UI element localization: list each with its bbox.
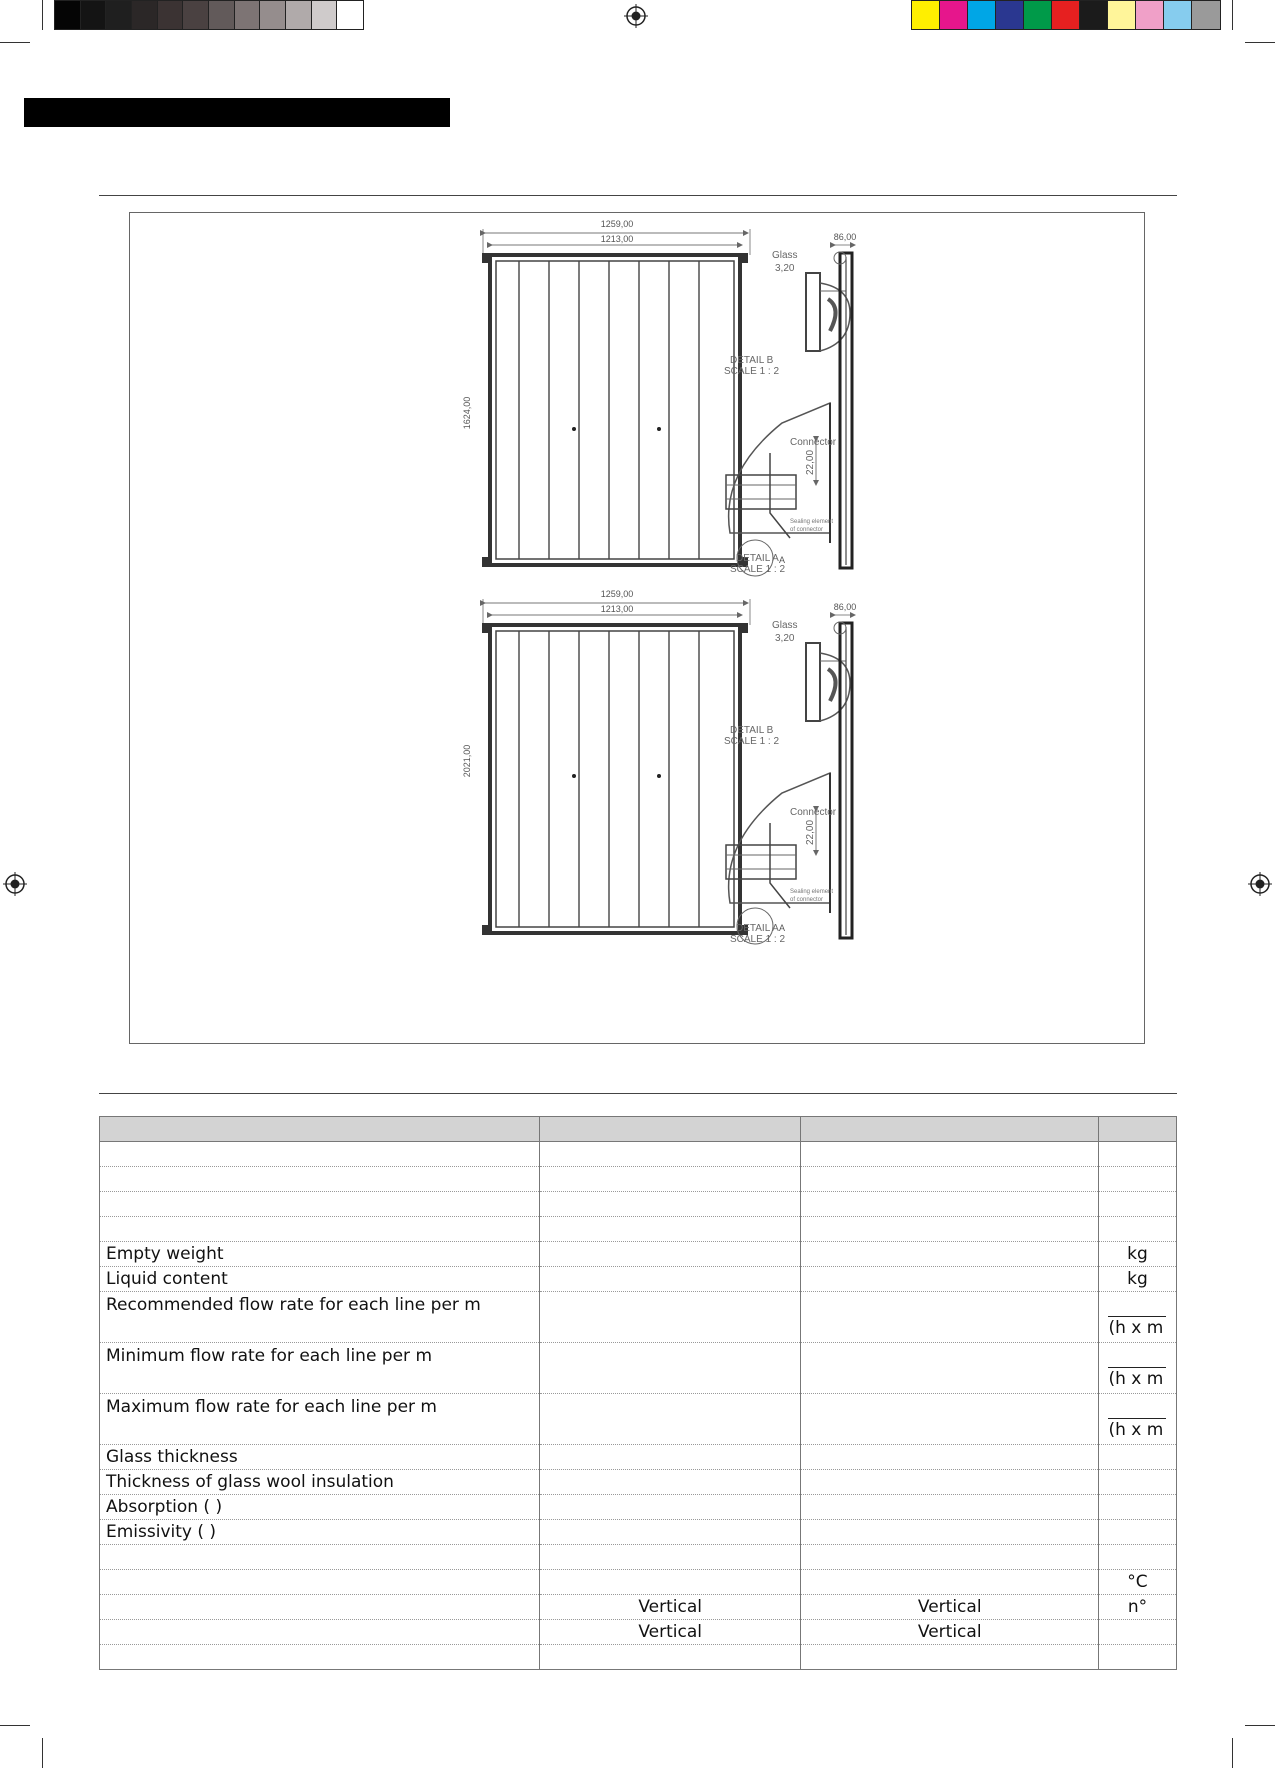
- table-row: [100, 1142, 1177, 1167]
- connector-dimension: 22,00: [805, 819, 816, 845]
- table-row: [100, 1267, 1177, 1292]
- spec-label-text: Recommended flow rate for each line per m: [106, 1295, 481, 1315]
- spec-unit: [1098, 1343, 1176, 1394]
- spec-value-col2: [801, 1394, 1099, 1445]
- color-swatch: [106, 1, 132, 29]
- crop-mark: [0, 1725, 30, 1726]
- spec-unit: [1098, 1292, 1176, 1343]
- spec-label: [100, 1570, 540, 1595]
- spec-value-col2-text: Vertical: [917, 1622, 982, 1642]
- overall-width-label: 1259,00: [600, 219, 634, 229]
- table-row: [100, 1595, 1177, 1620]
- spec-value-col2: [801, 1142, 1099, 1167]
- sealing-label: Sealing element: [790, 519, 834, 525]
- color-swatch: [337, 1, 363, 29]
- table-header-cell: [801, 1117, 1099, 1142]
- spec-unit: [1098, 1545, 1176, 1570]
- spec-label: [100, 1495, 540, 1520]
- spec-value-col1: [539, 1570, 801, 1595]
- spec-value-col2: [801, 1343, 1099, 1394]
- spec-value-col2: [801, 1267, 1099, 1292]
- spec-value-col2: [801, 1570, 1099, 1595]
- spec-label-text: Liquid content: [106, 1269, 228, 1289]
- table-row: [100, 1645, 1177, 1670]
- table-header-cell: [1098, 1117, 1176, 1142]
- spec-unit-text: (h x m: [1108, 1418, 1166, 1440]
- spec-label-text: Minimum flow rate for each line per m: [106, 1346, 433, 1366]
- detail-callout-a: A: [779, 555, 786, 565]
- spec-value-col1: [539, 1470, 801, 1495]
- table-row: [100, 1394, 1177, 1445]
- spec-label: [100, 1620, 540, 1645]
- spec-value-col1-text: Vertical: [638, 1622, 702, 1642]
- spec-value-col2: [801, 1470, 1099, 1495]
- color-swatch: [996, 1, 1024, 29]
- spec-unit-text: °C: [1127, 1572, 1148, 1592]
- table-row: [100, 1445, 1177, 1470]
- spec-value-col1: [539, 1620, 801, 1645]
- color-swatch: [1052, 1, 1080, 29]
- collector-drawing-1: [462, 219, 856, 576]
- sealing-label: Sealing element: [790, 889, 834, 895]
- color-swatch: [286, 1, 312, 29]
- spec-unit: [1098, 1520, 1176, 1545]
- spec-value-col1: [539, 1645, 801, 1670]
- crop-mark: [1245, 42, 1275, 43]
- spec-value-col2: [801, 1292, 1099, 1343]
- inner-width-label: 1213,00: [600, 604, 634, 614]
- technical-specifications-table: [99, 1116, 1177, 1670]
- table-header-cell: [100, 1117, 540, 1142]
- collector-drawings: [130, 213, 1144, 1043]
- connector-label: Connector: [790, 437, 837, 448]
- spec-value-col1: [539, 1167, 801, 1192]
- sealing-label-2: of connector: [790, 897, 824, 903]
- spec-value-col2: [801, 1445, 1099, 1470]
- glass-thickness-label: 3,20: [775, 263, 795, 274]
- table-header-row: [100, 1117, 1177, 1142]
- spec-unit: [1098, 1217, 1176, 1242]
- color-swatch: [1136, 1, 1164, 29]
- registration-mark-icon: [624, 4, 648, 28]
- spec-unit: [1098, 1620, 1176, 1645]
- table-row: [100, 1570, 1177, 1595]
- spec-unit-text: n°: [1127, 1597, 1148, 1617]
- spec-value-col2: [801, 1167, 1099, 1192]
- connector-label: Connector: [790, 807, 837, 818]
- grayscale-color-bar: [54, 0, 364, 30]
- spec-value-col2: [801, 1520, 1099, 1545]
- spec-value-col1: [539, 1595, 801, 1620]
- table-row: [100, 1192, 1177, 1217]
- glass-label: Glass: [772, 620, 798, 631]
- registration-mark-icon: [1248, 872, 1272, 896]
- crop-mark: [1232, 1738, 1233, 1768]
- inner-width-label: 1213,00: [600, 234, 634, 244]
- detail-b-label: DETAIL B: [730, 725, 774, 736]
- spec-value-col1: [539, 1242, 801, 1267]
- table-row: [100, 1620, 1177, 1645]
- spec-label: [100, 1292, 540, 1343]
- color-swatch: [312, 1, 338, 29]
- spec-label: [100, 1595, 540, 1620]
- color-swatch: [183, 1, 209, 29]
- spec-value-col1-text: Vertical: [638, 1597, 702, 1617]
- spec-unit: [1098, 1595, 1176, 1620]
- detail-a-label: DETAIL A: [736, 553, 779, 564]
- color-swatch: [968, 1, 996, 29]
- crop-mark: [42, 0, 43, 30]
- spec-value-col2: [801, 1645, 1099, 1670]
- sealing-label-2: of connector: [790, 527, 824, 533]
- table-row: [100, 1167, 1177, 1192]
- spec-unit: [1098, 1167, 1176, 1192]
- detail-b-scale: SCALE 1 : 2: [724, 366, 780, 377]
- color-swatch: [1164, 1, 1192, 29]
- spec-value-col2: [801, 1545, 1099, 1570]
- color-swatch: [1192, 1, 1220, 29]
- table-row: [100, 1470, 1177, 1495]
- spec-value-col1: [539, 1495, 801, 1520]
- spec-value-col1: [539, 1394, 801, 1445]
- spec-unit: [1098, 1445, 1176, 1470]
- spec-label: [100, 1520, 540, 1545]
- spec-label: [100, 1217, 540, 1242]
- table-row: [100, 1343, 1177, 1394]
- crop-mark: [0, 42, 30, 43]
- overall-width-label: 1259,00: [600, 589, 634, 599]
- spec-value-col2: [801, 1495, 1099, 1520]
- section-divider: [99, 195, 1177, 196]
- crop-mark: [1245, 1725, 1275, 1726]
- color-swatch: [209, 1, 235, 29]
- crop-mark: [42, 1738, 43, 1768]
- spec-label-text: Emissivity ( ): [106, 1522, 217, 1542]
- spec-unit: [1098, 1470, 1176, 1495]
- title-bar-redacted: [24, 98, 450, 127]
- depth-label: 86,00: [833, 232, 857, 242]
- spec-label: [100, 1445, 540, 1470]
- spec-unit-text: kg: [1127, 1269, 1148, 1289]
- spec-unit: [1098, 1394, 1176, 1445]
- collector-drawing-2: [462, 589, 856, 945]
- color-swatch: [158, 1, 184, 29]
- spec-value-col1: [539, 1267, 801, 1292]
- detail-a-label: DETAIL A: [736, 923, 779, 934]
- spec-value-col1: [539, 1343, 801, 1394]
- registration-mark-icon: [3, 872, 27, 896]
- detail-b-scale: SCALE 1 : 2: [724, 736, 780, 747]
- spec-unit: [1098, 1142, 1176, 1167]
- spec-value-col1: [539, 1520, 801, 1545]
- height-label: 1624,00: [462, 396, 472, 430]
- color-swatch: [235, 1, 261, 29]
- spec-value-col2: [801, 1595, 1099, 1620]
- spec-unit: [1098, 1570, 1176, 1595]
- connector-dimension: 22,00: [805, 449, 816, 475]
- color-swatch: [940, 1, 968, 29]
- spec-value-col1: [539, 1217, 801, 1242]
- spec-value-col2: [801, 1620, 1099, 1645]
- spec-label: [100, 1645, 540, 1670]
- spec-label: [100, 1394, 540, 1445]
- spec-value-col1: [539, 1545, 801, 1570]
- technical-drawing-frame: [129, 212, 1145, 1044]
- spec-label: [100, 1545, 540, 1570]
- color-swatch: [1080, 1, 1108, 29]
- spec-label-text: Maximum flow rate for each line per m: [106, 1397, 437, 1417]
- color-swatch: [1024, 1, 1052, 29]
- spec-value-col2: [801, 1217, 1099, 1242]
- spec-unit-text: (h x m: [1108, 1316, 1166, 1338]
- spec-value-col1: [539, 1142, 801, 1167]
- table-row: [100, 1545, 1177, 1570]
- spec-label: [100, 1343, 540, 1394]
- detail-b-label: DETAIL B: [730, 355, 774, 366]
- spec-value-col2: [801, 1242, 1099, 1267]
- spec-label: [100, 1470, 540, 1495]
- spec-unit: [1098, 1192, 1176, 1217]
- spec-label: [100, 1167, 540, 1192]
- spec-value-col1: [539, 1445, 801, 1470]
- table-row: [100, 1242, 1177, 1267]
- color-swatch: [55, 1, 81, 29]
- spec-label: [100, 1267, 540, 1292]
- process-color-bar: [911, 0, 1221, 30]
- color-swatch: [1108, 1, 1136, 29]
- spec-value-col2-text: Vertical: [917, 1597, 982, 1617]
- spec-label-text: Glass thickness: [106, 1447, 238, 1467]
- crop-mark: [1232, 0, 1233, 30]
- glass-label: Glass: [772, 250, 798, 261]
- spec-label: [100, 1142, 540, 1167]
- table-row: [100, 1520, 1177, 1545]
- spec-label-text: Thickness of glass wool insulation: [106, 1472, 394, 1492]
- detail-a-scale: SCALE 1 : 2: [730, 564, 786, 575]
- spec-value-col2: [801, 1192, 1099, 1217]
- table-row: [100, 1292, 1177, 1343]
- spec-unit: [1098, 1645, 1176, 1670]
- color-swatch: [132, 1, 158, 29]
- spec-value-col1: [539, 1192, 801, 1217]
- table-header-cell: [539, 1117, 801, 1142]
- section-divider: [99, 1093, 1177, 1094]
- color-swatch: [912, 1, 940, 29]
- spec-label: [100, 1242, 540, 1267]
- spec-unit-text: (h x m: [1108, 1367, 1166, 1389]
- detail-callout-a: A: [779, 923, 786, 933]
- spec-unit-text: kg: [1127, 1244, 1148, 1264]
- spec-unit: [1098, 1495, 1176, 1520]
- spec-label: [100, 1192, 540, 1217]
- table-row: [100, 1217, 1177, 1242]
- height-label: 2021,00: [462, 744, 472, 778]
- detail-a-scale: SCALE 1 : 2: [730, 934, 786, 945]
- glass-thickness-label: 3,20: [775, 633, 795, 644]
- spec-value-col1: [539, 1292, 801, 1343]
- depth-label: 86,00: [833, 602, 857, 612]
- spec-label-text: Empty weight: [106, 1244, 224, 1264]
- spec-unit: [1098, 1242, 1176, 1267]
- table-row: [100, 1495, 1177, 1520]
- color-swatch: [81, 1, 107, 29]
- spec-label-text: Absorption ( ): [106, 1497, 223, 1517]
- spec-unit: [1098, 1267, 1176, 1292]
- color-swatch: [260, 1, 286, 29]
